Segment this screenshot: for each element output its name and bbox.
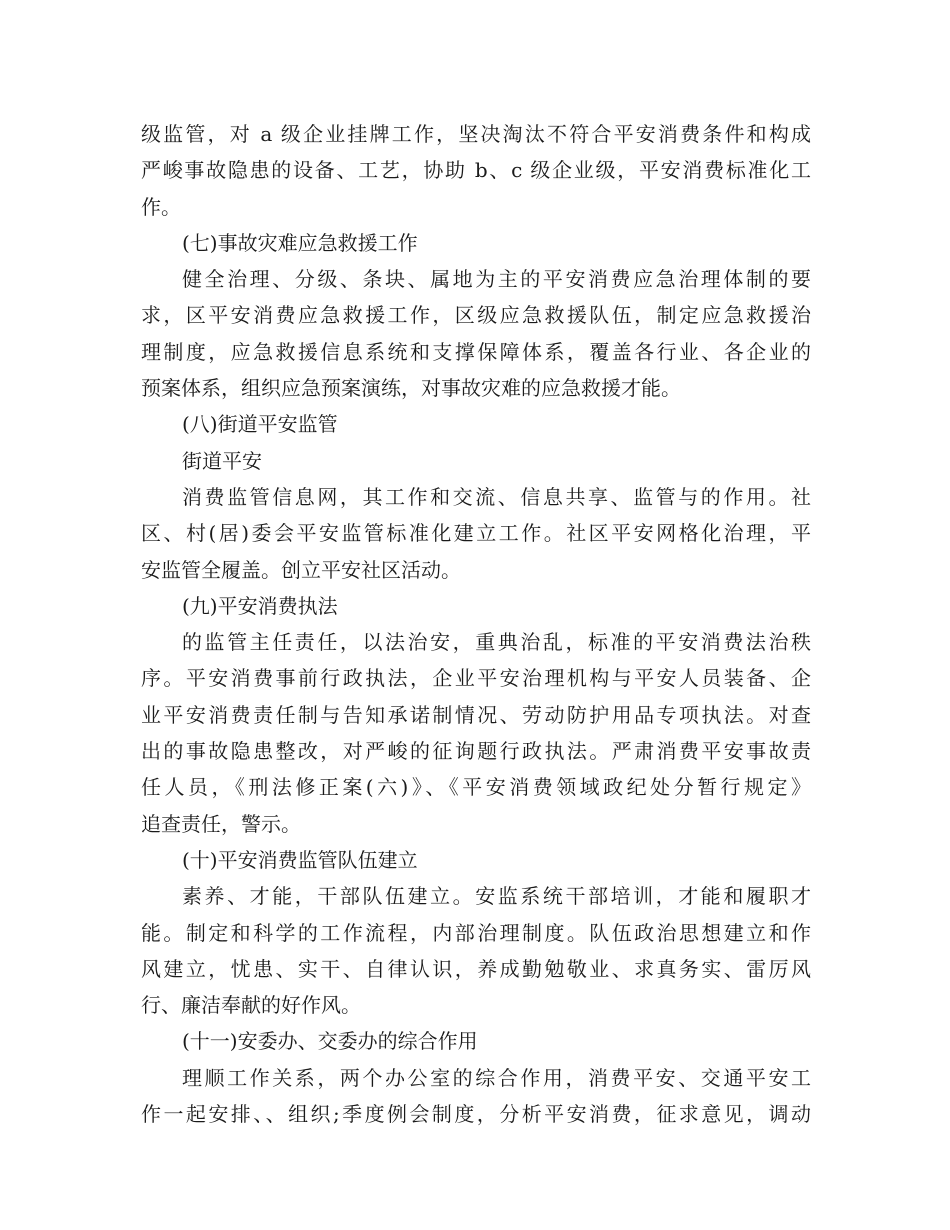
text-line: 作一起安排、、组织;季度例会制度，分析平安消费，征求意见，调动 [141,1102,811,1127]
text-line: 的监管主任责任，以法治安，重典治乱，标准的平安消费法治秩 [182,630,811,655]
text-line: 严峻事故隐患的设备、工艺，协助 b、c 级企业级，平安消费标准化工 [141,158,811,183]
text-line: 理顺工作关系，两个办公室的综合作用，消费平安、交通平安工 [182,1065,811,1090]
text-line: 素养、才能，干部队伍建立。安监系统干部培训，才能和履职才 [182,884,811,909]
text-line: 出的事故隐患整改，对严峻的征询题行政执法。严肃消费平安事故责 [141,739,811,764]
text-line: 求，区平安消费应急救援工作，区级应急救援队伍，制定应急救援治 [141,303,811,328]
text-line: 风建立，忧患、实干、自律认识，养成勤勉敬业、求真务实、雷厉风 [141,956,811,981]
section-heading: (十)平安消费监管队伍建立 [182,847,418,872]
text-line: 级监管，对 a 级企业挂牌工作，坚决淘汰不符合平安消费条件和构成 [141,122,811,146]
text-line: 街道平安 [182,448,262,473]
text-line: 能。制定和科学的工作流程，内部治理制度。队伍政治思想建立和作 [141,920,811,945]
text-line: 作。 [141,194,181,219]
document-page [141,116,811,1132]
text-line: 预案体系，组织应急预案演练，对事故灾难的应急救援才能。 [141,376,681,401]
text-line: 追查责任，警示。 [141,811,301,836]
section-heading: (十一)安委办、交委办的综合作用 [182,1029,478,1054]
section-heading: (八)街道平安监管 [182,412,338,437]
text-line: 消费监管信息网，其工作和交流、信息共享、监管与的作用。社 [182,484,811,509]
text-line: 理制度，应急救援信息系统和支撑保障体系，覆盖各行业、各企业的 [141,339,811,364]
text-line: 业平安消费责任制与告知承诺制情况、劳动防护用品专项执法。对查 [141,702,811,727]
text-line: 行、廉洁奉献的好作风。 [141,993,361,1018]
text-line: 任人员，《刑法修正案(六)》、《平安消费领域政纪处分暂行规定》 [141,775,811,800]
section-heading: (九)平安消费执法 [182,593,338,618]
text-line: 序。平安消费事前行政执法，企业平安治理机构与平安人员装备、企 [141,666,811,691]
section-heading: (七)事故灾难应急救援工作 [182,230,418,255]
text-line: 区、村(居)委会平安监管标准化建立工作。社区平安网格化治理，平 [141,521,811,546]
text-line: 安监管全履盖。创立平安社区活动。 [141,557,461,582]
text-line: 健全治理、分级、条块、属地为主的平安消费应急治理体制的要 [182,267,811,292]
